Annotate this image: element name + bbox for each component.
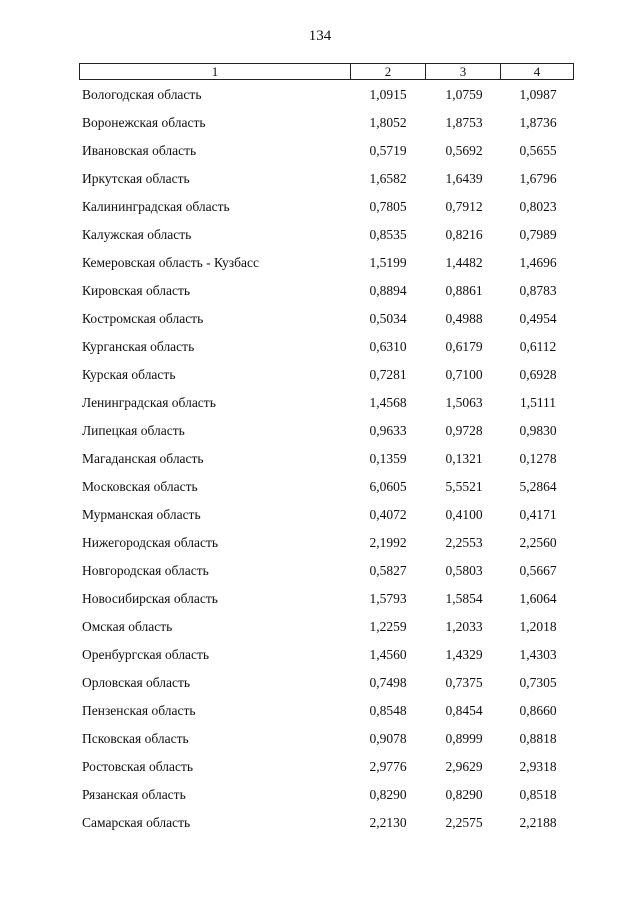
value-col-2: 1,8052 xyxy=(369,115,407,130)
value-col-3: 0,1321 xyxy=(445,451,483,466)
value-col-3: 1,4329 xyxy=(445,647,483,662)
value-col-4: 1,2018 xyxy=(519,619,557,634)
value-col-4: 0,1278 xyxy=(519,451,557,466)
value-col-4: 2,2560 xyxy=(519,535,557,550)
column-header-row xyxy=(80,64,574,80)
value-col-3: 2,2575 xyxy=(445,815,483,830)
table-row xyxy=(0,196,640,224)
region-name: Магаданская область xyxy=(82,451,204,466)
region-name: Воронежская область xyxy=(82,115,206,130)
value-col-3: 0,9728 xyxy=(445,423,483,438)
value-col-2: 1,2259 xyxy=(369,619,407,634)
value-col-2: 1,4568 xyxy=(369,395,407,410)
value-col-4: 2,9318 xyxy=(519,759,557,774)
value-col-3: 1,5063 xyxy=(445,395,483,410)
value-col-3: 0,6179 xyxy=(445,339,483,354)
value-col-2: 1,5199 xyxy=(369,255,407,270)
table-row xyxy=(0,420,640,448)
value-col-3: 2,9629 xyxy=(445,759,483,774)
region-name: Омская область xyxy=(82,619,173,634)
value-col-2: 1,0915 xyxy=(369,87,407,102)
table-row xyxy=(0,532,640,560)
value-col-4: 1,5111 xyxy=(519,395,557,410)
value-col-4: 0,8023 xyxy=(519,199,557,214)
region-name: Ивановская область xyxy=(82,143,197,158)
value-col-2: 0,5827 xyxy=(369,563,407,578)
value-col-4: 0,8783 xyxy=(519,283,557,298)
region-name: Калужская область xyxy=(82,227,192,242)
value-col-2: 0,8535 xyxy=(369,227,407,242)
region-name: Рязанская область xyxy=(82,787,186,802)
value-col-4: 0,4171 xyxy=(519,507,557,522)
value-col-4: 0,8818 xyxy=(519,731,557,746)
value-col-3: 0,7375 xyxy=(445,675,483,690)
table-row xyxy=(0,84,640,112)
value-col-2: 1,4560 xyxy=(369,647,407,662)
table-row xyxy=(0,224,640,252)
value-col-4: 0,4954 xyxy=(519,311,557,326)
value-col-2: 0,9633 xyxy=(369,423,407,438)
table-row xyxy=(0,392,640,420)
region-name: Новгородская область xyxy=(82,563,209,578)
table-row xyxy=(0,504,640,532)
value-col-3: 0,7100 xyxy=(445,367,483,382)
value-col-4: 1,6796 xyxy=(519,171,557,186)
value-col-2: 0,8290 xyxy=(369,787,407,802)
table-row xyxy=(0,812,640,840)
region-name: Мурманская область xyxy=(82,507,201,522)
value-col-4: 0,6112 xyxy=(519,339,557,354)
value-col-4: 1,4303 xyxy=(519,647,557,662)
value-col-3: 0,8999 xyxy=(445,731,483,746)
table-row xyxy=(0,280,640,308)
value-col-3: 0,7912 xyxy=(445,199,483,214)
region-name: Калининградская область xyxy=(82,199,230,214)
table-row xyxy=(0,308,640,336)
table-row xyxy=(0,364,640,392)
region-name: Липецкая область xyxy=(82,423,185,438)
value-col-2: 1,5793 xyxy=(369,591,407,606)
region-name: Пензенская область xyxy=(82,703,196,718)
region-name: Нижегородская область xyxy=(82,535,219,550)
table-row xyxy=(0,700,640,728)
value-col-2: 2,1992 xyxy=(369,535,407,550)
value-col-2: 2,2130 xyxy=(369,815,407,830)
region-name: Курганская область xyxy=(82,339,195,354)
value-col-2: 0,7498 xyxy=(369,675,407,690)
page-number: 134 xyxy=(308,28,332,44)
table-row xyxy=(0,756,640,784)
table-row xyxy=(0,616,640,644)
value-col-4: 0,9830 xyxy=(519,423,557,438)
value-col-4: 1,8736 xyxy=(519,115,557,130)
table-row xyxy=(0,140,640,168)
value-col-2: 2,9776 xyxy=(369,759,407,774)
region-name: Самарская область xyxy=(82,815,191,830)
value-col-2: 0,7805 xyxy=(369,199,407,214)
column-header-1: 1 xyxy=(80,64,351,80)
table-row xyxy=(0,728,640,756)
value-col-2: 0,5719 xyxy=(369,143,407,158)
data-rows xyxy=(0,84,640,840)
table-row xyxy=(0,644,640,672)
value-col-3: 1,4482 xyxy=(445,255,483,270)
table-row xyxy=(0,672,640,700)
value-col-4: 1,6064 xyxy=(519,591,557,606)
region-name: Псковская область xyxy=(82,731,189,746)
region-name: Оренбургская область xyxy=(82,647,210,662)
value-col-3: 0,8454 xyxy=(445,703,483,718)
region-name: Иркутская область xyxy=(82,171,190,186)
value-col-4: 5,2864 xyxy=(519,479,557,494)
value-col-3: 0,5692 xyxy=(445,143,483,158)
region-name: Новосибирская область xyxy=(82,591,218,606)
region-name: Ленинградская область xyxy=(82,395,216,410)
value-col-2: 0,8894 xyxy=(369,283,407,298)
value-col-2: 0,6310 xyxy=(369,339,407,354)
table-row xyxy=(0,476,640,504)
value-col-4: 0,7305 xyxy=(519,675,557,690)
value-col-4: 0,8660 xyxy=(519,703,557,718)
value-col-3: 1,0759 xyxy=(445,87,483,102)
value-col-2: 1,6582 xyxy=(369,171,407,186)
value-col-3: 0,4988 xyxy=(445,311,483,326)
value-col-2: 0,1359 xyxy=(369,451,407,466)
region-name: Курская область xyxy=(82,367,176,382)
value-col-3: 0,8861 xyxy=(445,283,483,298)
value-col-3: 1,8753 xyxy=(445,115,483,130)
table-row xyxy=(0,252,640,280)
table-row xyxy=(0,112,640,140)
table-row xyxy=(0,448,640,476)
value-col-3: 0,8216 xyxy=(445,227,483,242)
region-name: Кировская область xyxy=(82,283,191,298)
table-row xyxy=(0,336,640,364)
value-col-2: 0,8548 xyxy=(369,703,407,718)
value-col-3: 1,2033 xyxy=(445,619,483,634)
value-col-3: 5,5521 xyxy=(445,479,483,494)
region-name: Вологодская область xyxy=(82,87,202,102)
value-col-2: 0,5034 xyxy=(369,311,407,326)
value-col-4: 0,7989 xyxy=(519,227,557,242)
table-row xyxy=(0,560,640,588)
value-col-3: 0,4100 xyxy=(445,507,483,522)
table-row xyxy=(0,784,640,812)
value-col-4: 1,0987 xyxy=(519,87,557,102)
value-col-4: 0,6928 xyxy=(519,367,557,382)
region-name: Костромская область xyxy=(82,311,204,326)
value-col-4: 0,5655 xyxy=(519,143,557,158)
column-header-table xyxy=(79,63,574,80)
value-col-3: 0,8290 xyxy=(445,787,483,802)
value-col-2: 0,4072 xyxy=(369,507,407,522)
value-col-3: 2,2553 xyxy=(445,535,483,550)
value-col-4: 2,2188 xyxy=(519,815,557,830)
region-name: Ростовская область xyxy=(82,759,193,774)
column-header-2: 2 xyxy=(351,64,426,80)
value-col-4: 0,5667 xyxy=(519,563,557,578)
column-header-4: 4 xyxy=(501,64,574,80)
region-name: Московская область xyxy=(82,479,198,494)
value-col-4: 1,4696 xyxy=(519,255,557,270)
column-header-3: 3 xyxy=(426,64,501,80)
value-col-4: 0,8518 xyxy=(519,787,557,802)
value-col-3: 1,6439 xyxy=(445,171,483,186)
value-col-2: 6,0605 xyxy=(369,479,407,494)
value-col-2: 0,9078 xyxy=(369,731,407,746)
value-col-2: 0,7281 xyxy=(369,367,407,382)
region-name: Кемеровская область - Кузбасс xyxy=(82,255,259,270)
value-col-3: 1,5854 xyxy=(445,591,483,606)
region-name: Орловская область xyxy=(82,675,191,690)
table-row xyxy=(0,168,640,196)
table-row xyxy=(0,588,640,616)
value-col-3: 0,5803 xyxy=(445,563,483,578)
